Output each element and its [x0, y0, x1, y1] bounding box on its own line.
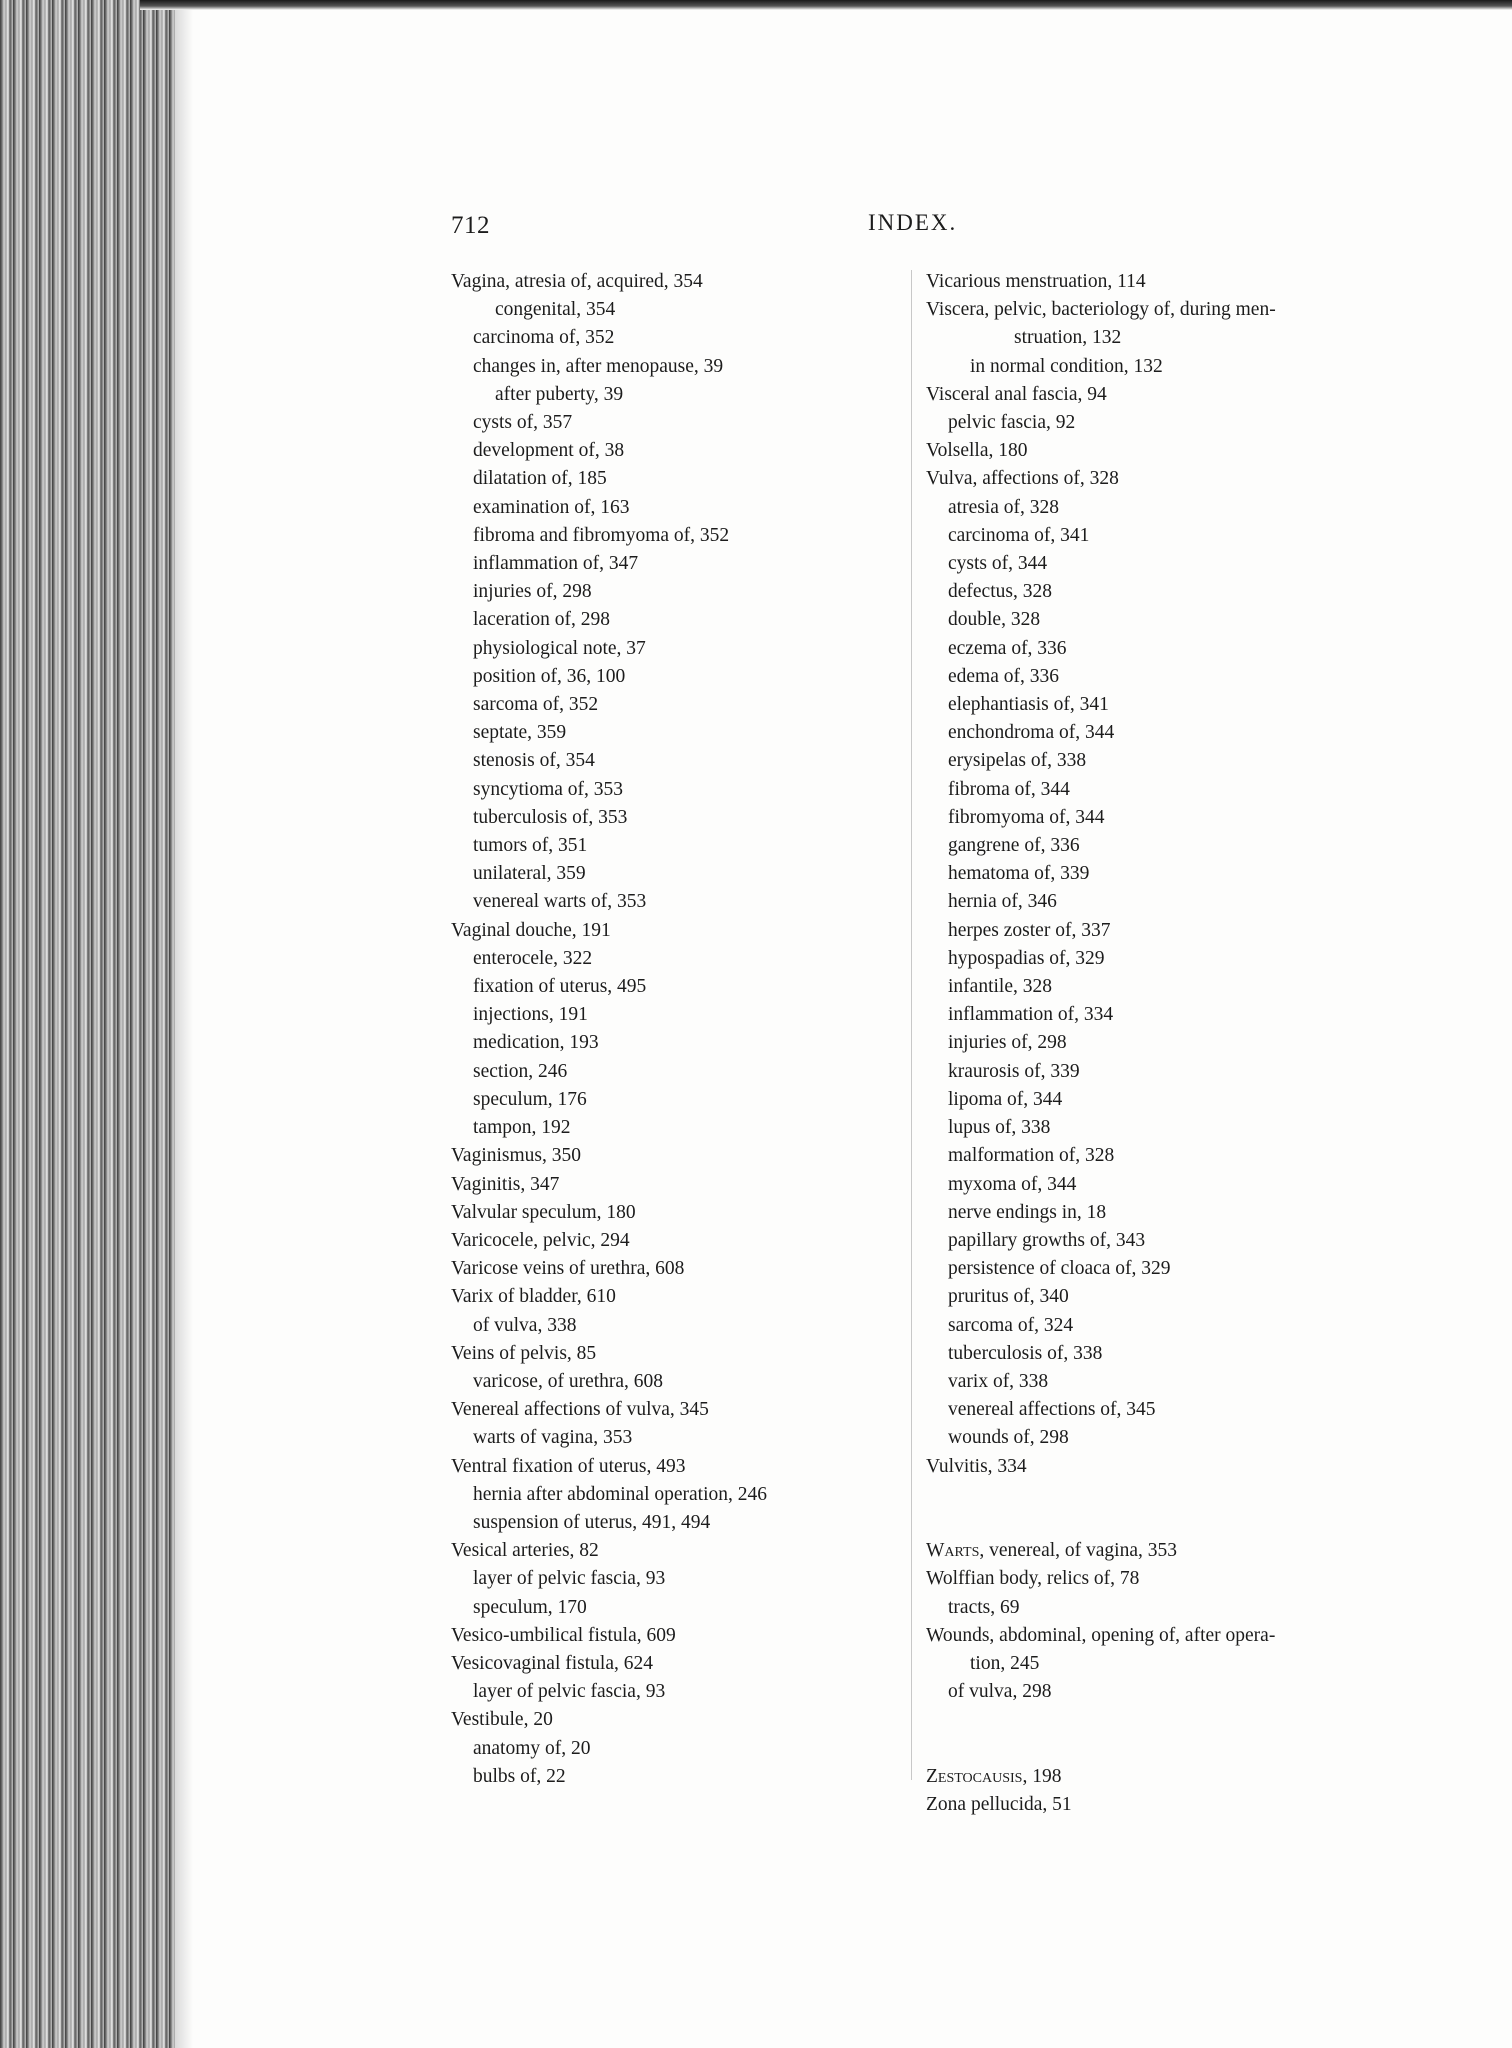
index-letter-heading: Warts — [926, 1540, 980, 1562]
index-subentry: injuries of, 298 — [473, 581, 592, 603]
entry-gap — [926, 1706, 1386, 1734]
index-subentry: enchondroma of, 344 — [948, 722, 1115, 744]
index-subentry: kraurosis of, 339 — [948, 1060, 1080, 1082]
index-subentry: dilatation of, 185 — [473, 468, 607, 490]
index-subentry: carcinoma of, 352 — [473, 327, 615, 349]
index-subentry: in normal condition, 132 — [970, 355, 1163, 377]
index-entry: Wolffian body, relics of, 78 — [926, 1568, 1140, 1590]
index-subentry: anatomy of, 20 — [473, 1737, 591, 1759]
index-entry: Varicocele, pelvic, 294 — [451, 1229, 630, 1251]
index-subentry: hernia after abdominal operation, 246 — [473, 1483, 768, 1505]
index-subentry: changes in, after menopause, 39 — [473, 355, 724, 377]
index-subentry: venereal affections of, 345 — [948, 1399, 1156, 1421]
index-entry: Valvular speculum, 180 — [451, 1201, 636, 1223]
index-subentry: suspension of uterus, 491, 494 — [473, 1511, 711, 1533]
index-subentry: speculum, 170 — [473, 1596, 587, 1618]
index-subentry: tion, 245 — [970, 1652, 1040, 1674]
index-subentry: wounds of, 298 — [948, 1427, 1069, 1449]
index-subentry: erysipelas of, 338 — [948, 750, 1087, 772]
index-subentry: bulbs of, 22 — [473, 1765, 566, 1787]
index-subentry: sarcoma of, 324 — [948, 1314, 1074, 1336]
index-subentry: atresia of, 328 — [948, 496, 1060, 518]
index-subentry: struation, 132 — [1014, 327, 1122, 349]
index-subentry: congenital, 354 — [495, 299, 616, 321]
index-subentry: fibroma and fibromyoma of, 352 — [473, 524, 730, 546]
entry-gap — [926, 1481, 1386, 1509]
index-subentry: of vulva, 338 — [473, 1314, 577, 1336]
index-entry: Zona pellucida, 51 — [926, 1793, 1072, 1815]
index-subentry: varicose, of urethra, 608 — [473, 1370, 664, 1392]
index-entry: Vestibule, 20 — [451, 1709, 553, 1731]
index-entry: Vesical arteries, 82 — [451, 1540, 599, 1562]
entry-gap — [926, 1735, 1386, 1763]
index-subentry: lipoma of, 344 — [948, 1088, 1063, 1110]
index-entry: Vagina, atresia of, acquired, 354 — [451, 271, 703, 292]
index-subentry: infantile, 328 — [948, 976, 1052, 998]
index-subentry: examination of, 163 — [473, 496, 630, 518]
index-subentry: medication, 193 — [473, 1032, 599, 1054]
index-entry: Warts, venereal, of vagina, 353 — [926, 1540, 1177, 1562]
index-entry: Vaginitis, 347 — [451, 1173, 560, 1195]
index-subentry: tampon, 192 — [473, 1117, 571, 1139]
index-subentry: unilateral, 359 — [473, 863, 586, 885]
index-subentry: hematoma of, 339 — [948, 863, 1090, 885]
index-entry: Vaginal douche, 191 — [451, 919, 611, 941]
index-entry: Vicarious menstruation, 114 — [926, 271, 1146, 292]
index-subentry: defectus, 328 — [948, 581, 1052, 603]
book-page-edges — [0, 0, 175, 2048]
index-subentry: persistence of cloaca of, 329 — [948, 1258, 1171, 1280]
index-subentry: myxoma of, 344 — [948, 1173, 1077, 1195]
index-subentry: of vulva, 298 — [948, 1681, 1052, 1703]
index-subentry: edema of, 336 — [948, 665, 1060, 687]
index-subentry: carcinoma of, 341 — [948, 524, 1090, 546]
index-subentry: elephantiasis of, 341 — [948, 694, 1109, 716]
index-subentry: speculum, 176 — [473, 1088, 587, 1110]
index-subentry: development of, 38 — [473, 440, 625, 462]
index-entry: Vaginismus, 350 — [451, 1145, 582, 1167]
index-subentry: inflammation of, 347 — [473, 553, 639, 575]
index-subentry: double, 328 — [948, 609, 1041, 631]
index-subentry: fixation of uterus, 495 — [473, 976, 647, 998]
index-subentry: fibroma of, 344 — [948, 778, 1070, 800]
column-divider — [911, 270, 912, 1780]
index-subentry: hypospadias of, 329 — [948, 947, 1105, 969]
index-subentry: pelvic fascia, 92 — [948, 412, 1076, 434]
index-subentry: layer of pelvic fascia, 93 — [473, 1568, 666, 1590]
index-subentry: enterocele, 322 — [473, 947, 593, 969]
index-letter-heading: Zestocausis — [926, 1765, 1023, 1787]
index-subentry: varix of, 338 — [948, 1370, 1049, 1392]
index-entry: Vulva, affections of, 328 — [926, 468, 1119, 490]
index-column-right — [926, 268, 1386, 1819]
index-subentry: hernia of, 346 — [948, 891, 1057, 913]
index-subentry: position of, 36, 100 — [473, 665, 626, 687]
index-subentry: cysts of, 344 — [948, 553, 1048, 575]
index-subentry: physiological note, 37 — [473, 637, 646, 659]
index-entry: Volsella, 180 — [926, 440, 1028, 462]
index-entry: Wounds, abdominal, opening of, after opera- — [926, 1624, 1276, 1646]
index-subentry: septate, 359 — [473, 722, 567, 744]
index-subentry: injections, 191 — [473, 1004, 588, 1026]
index-entry: Vulvitis, 334 — [926, 1455, 1027, 1477]
index-subentry: malformation of, 328 — [948, 1145, 1115, 1167]
index-subentry: laceration of, 298 — [473, 609, 610, 631]
entry-gap — [926, 1509, 1386, 1537]
index-entry: Veins of pelvis, 85 — [451, 1342, 597, 1364]
index-subentry: eczema of, 336 — [948, 637, 1067, 659]
index-subentry: section, 246 — [473, 1060, 568, 1082]
top-shadow-edge — [140, 0, 1512, 10]
page-number: 712 — [451, 212, 490, 239]
index-subentry: after puberty, 39 — [495, 383, 624, 405]
index-column-left — [451, 268, 891, 1791]
index-subentry: syncytioma of, 353 — [473, 778, 624, 800]
index-subentry: stenosis of, 354 — [473, 750, 595, 772]
index-entry: Zestocausis, 198 — [926, 1765, 1062, 1787]
index-subentry: papillary growths of, 343 — [948, 1229, 1146, 1251]
index-entry: Vesicovaginal fistula, 624 — [451, 1652, 653, 1674]
index-subentry: herpes zoster of, 337 — [948, 919, 1111, 941]
index-entry: Ventral fixation of uterus, 493 — [451, 1455, 686, 1477]
index-entry: Varix of bladder, 610 — [451, 1286, 616, 1308]
index-subentry: sarcoma of, 352 — [473, 694, 599, 716]
index-entry: Venereal affections of vulva, 345 — [451, 1399, 709, 1421]
index-subentry: layer of pelvic fascia, 93 — [473, 1681, 666, 1703]
index-entry: Viscera, pelvic, bacteriology of, during men- — [926, 299, 1276, 321]
index-entry: Varicose veins of urethra, 608 — [451, 1258, 685, 1280]
index-subentry: lupus of, 338 — [948, 1117, 1051, 1139]
index-subentry: pruritus of, 340 — [948, 1286, 1069, 1308]
index-subentry: fibromyoma of, 344 — [948, 806, 1105, 828]
index-subentry: tuberculosis of, 353 — [473, 806, 628, 828]
index-subentry: tracts, 69 — [948, 1596, 1020, 1618]
index-subentry: cysts of, 357 — [473, 412, 573, 434]
index-subentry: injuries of, 298 — [948, 1032, 1067, 1054]
index-subentry: tuberculosis of, 338 — [948, 1342, 1103, 1364]
index-subentry: nerve endings in, 18 — [948, 1201, 1107, 1223]
index-subentry: venereal warts of, 353 — [473, 891, 647, 913]
index-subentry: tumors of, 351 — [473, 835, 588, 857]
index-subentry: inflammation of, 334 — [948, 1004, 1114, 1026]
index-entry: Vesico-umbilical fistula, 609 — [451, 1624, 676, 1646]
running-head: INDEX. — [868, 210, 958, 235]
index-subentry: warts of vagina, 353 — [473, 1427, 633, 1449]
index-subentry: gangrene of, 336 — [948, 835, 1080, 857]
index-entry: Visceral anal fascia, 94 — [926, 383, 1107, 405]
